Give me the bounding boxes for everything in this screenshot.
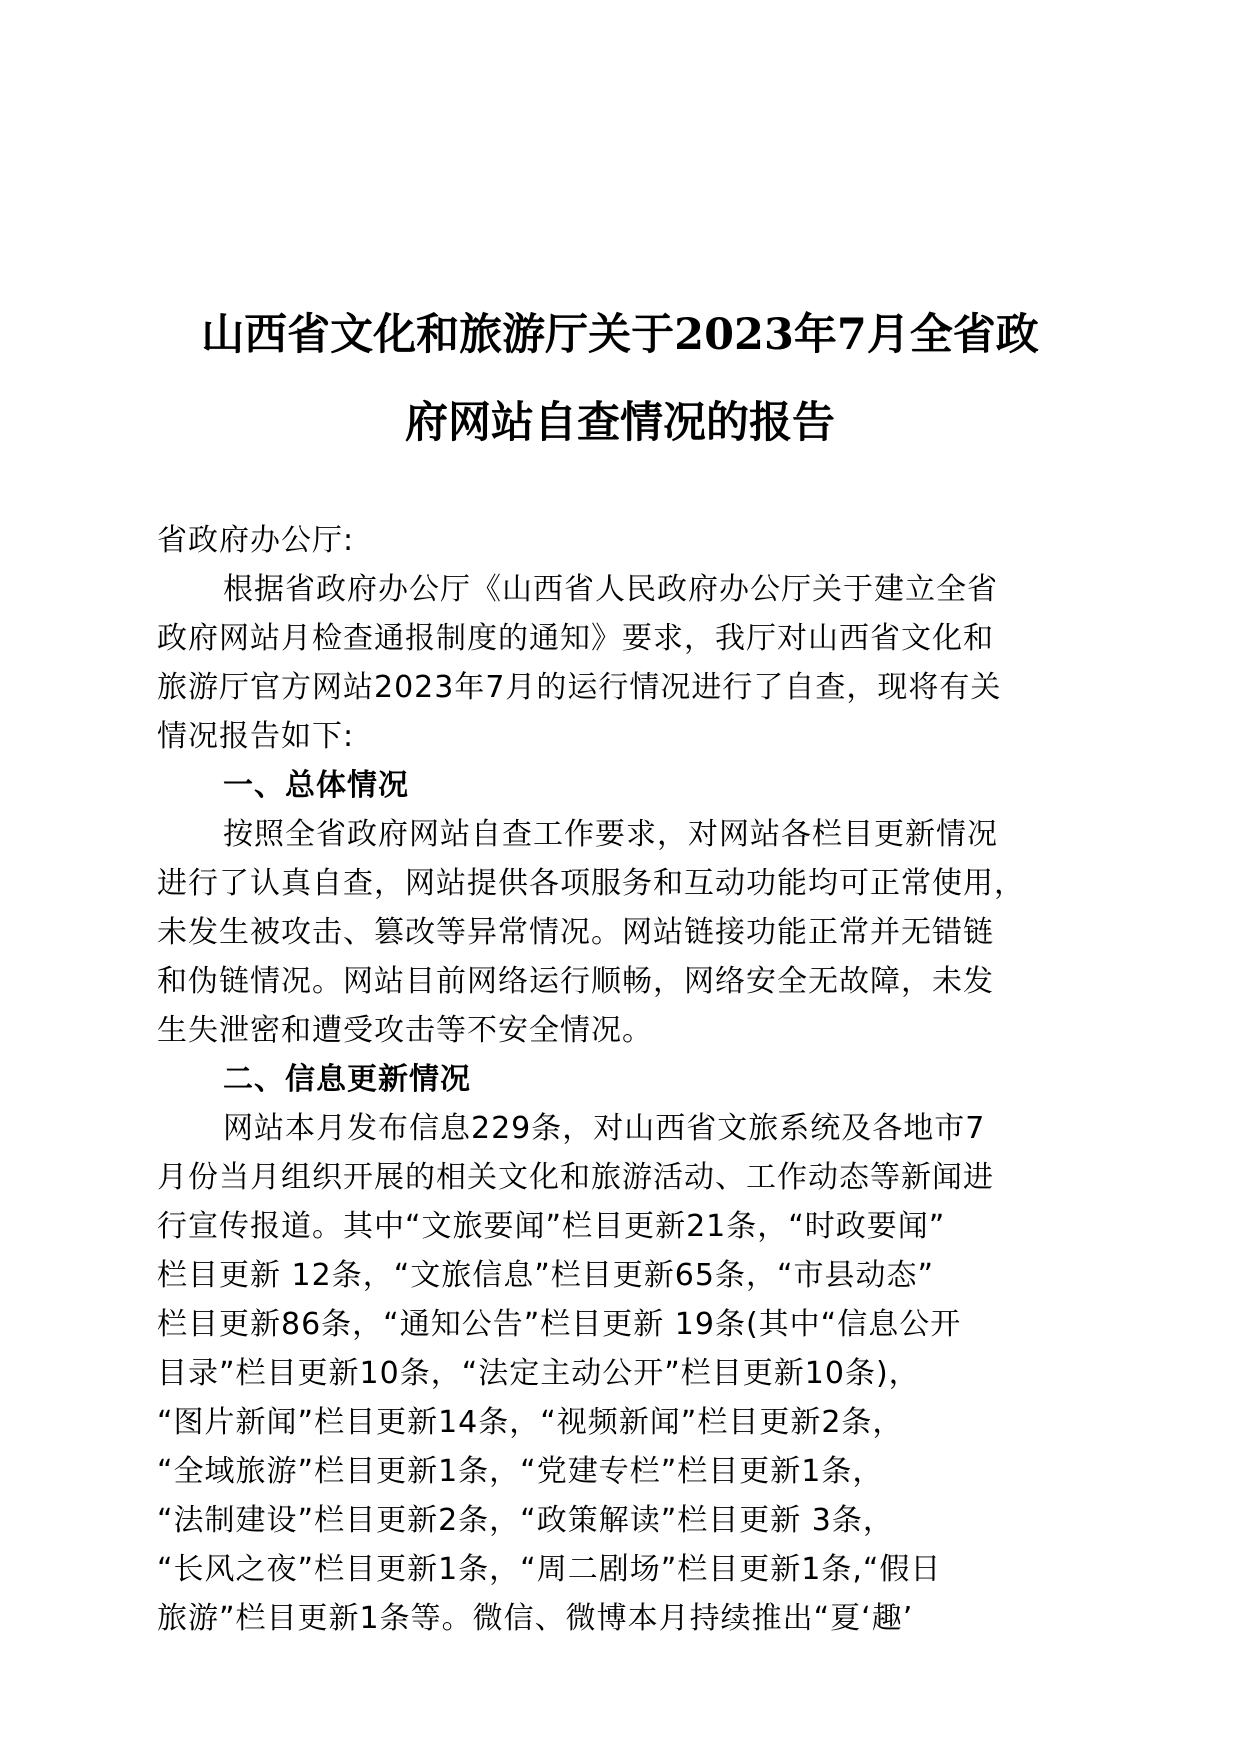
body-line: “法制建设”栏目更新2条，“政策解读”栏目更新 3条， (157, 1503, 894, 1538)
salutation: 省政府办公厅: (157, 523, 355, 558)
body-line: “长风之夜”栏目更新1条，“周二剧场”栏目更新1条,“假日 (157, 1552, 942, 1587)
section-heading-1: 一、总体情况 (223, 768, 409, 803)
body-line: “图片新闻”栏目更新14条，“视频新闻”栏目更新2条， (157, 1405, 904, 1440)
body-line: 根据省政府办公厅《山西省人民政府办公厅关于建立全省 (223, 572, 998, 607)
section-heading-2: 二、信息更新情况 (223, 1062, 471, 1097)
body-line: 栏目更新 12条，“文旅信息”栏目更新65条，“市县动态” (157, 1258, 935, 1293)
body-line: 按照全省政府网站自查工作要求，对网站各栏目更新情况 (223, 817, 998, 852)
body-line: 栏目更新86条，“通知公告”栏目更新 19条(其中“信息公开 (157, 1307, 962, 1342)
document-title-line-1: 山西省文化和旅游厅关于2023年7月全省政 (201, 310, 1039, 360)
body-line: 网站本月发布信息229条，对山西省文旅系统及各地市7 (223, 1111, 986, 1146)
body-line: 行宣传报道。其中“文旅要闻”栏目更新21条，“时政要闻” (157, 1209, 946, 1244)
body-line: 旅游厅官方网站2023年7月的运行情况进行了自查，现将有关 (157, 670, 1002, 705)
body-line: 和伪链情况。网站目前网络运行顺畅，网络安全无故障，未发 (157, 964, 994, 999)
body-line: 未发生被攻击、篡改等异常情况。网站链接功能正常并无错链 (157, 915, 994, 950)
body-line: 情况报告如下: (157, 719, 355, 754)
body-line: 目录”栏目更新10条，“法定主动公开”栏目更新10条)， (157, 1356, 920, 1391)
body-line: “全域旅游”栏目更新1条，“党建专栏”栏目更新1条， (157, 1454, 884, 1489)
document-body (157, 516, 1083, 1643)
body-line: 旅游”栏目更新1条等。微信、微博本月持续推出“夏‘趣’ (157, 1601, 914, 1636)
body-line: 月份当月组织开展的相关文化和旅游活动、工作动态等新闻进 (157, 1160, 994, 1195)
body-line: 生失泄密和遭受攻击等不安全情况。 (157, 1013, 653, 1048)
body-line: 政府网站月检查通报制度的通知》要求，我厅对山西省文化和 (157, 621, 994, 656)
document-title-line-2: 府网站自查情况的报告 (405, 398, 835, 448)
body-line: 进行了认真自查，网站提供各项服务和互动功能均可正常使用， (157, 866, 1025, 901)
